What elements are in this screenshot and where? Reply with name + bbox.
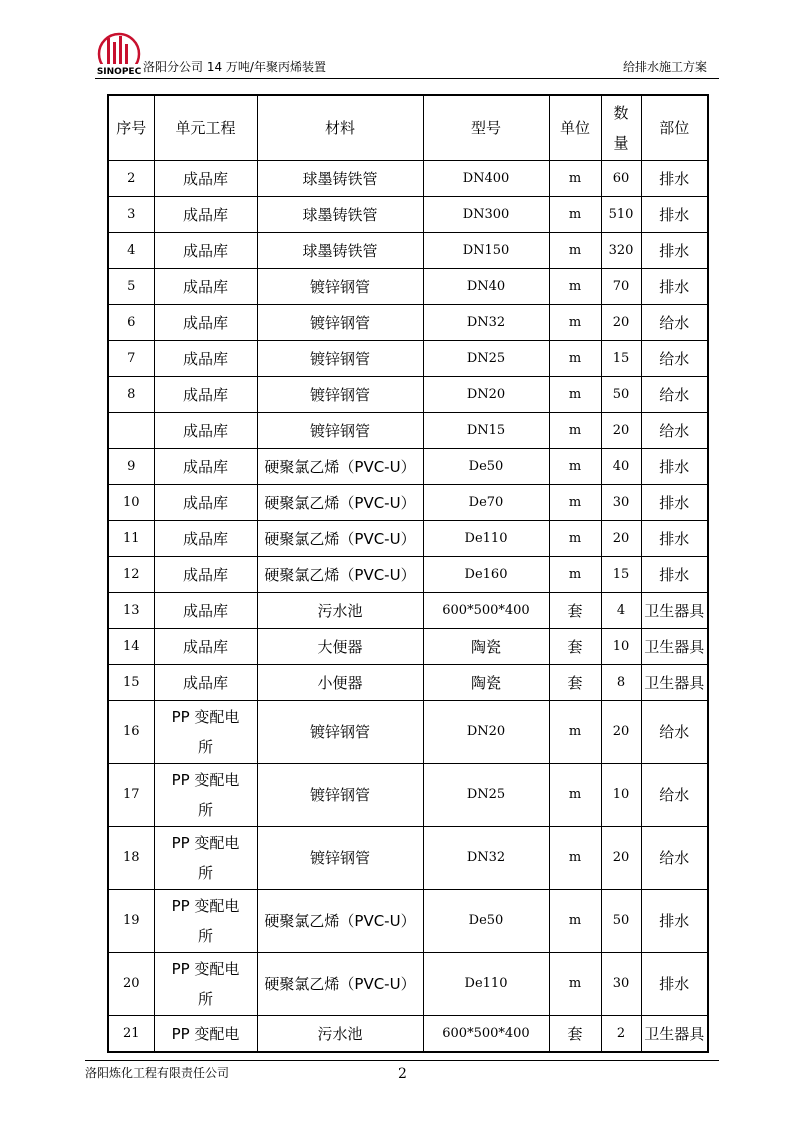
cell-unit-line2: 所: [197, 990, 213, 1008]
table-row: [108, 269, 708, 305]
cell-qty: 20: [601, 827, 641, 890]
cell-uom: m: [549, 701, 601, 764]
cell-unit: [154, 890, 257, 953]
cell-unit-line2: 所: [197, 801, 213, 819]
cell-no: 20: [108, 953, 154, 1016]
table-row: [108, 593, 708, 629]
cell-no: 13: [108, 593, 154, 629]
cell-uom: m: [549, 413, 601, 449]
cell-uom: m: [549, 557, 601, 593]
cell-no: [108, 413, 154, 449]
cell-model: DN15: [423, 413, 549, 449]
footer-rule: [85, 1060, 719, 1061]
col-header-qty-top: 数: [613, 104, 629, 122]
cell-no: 6: [108, 305, 154, 341]
table-header-row: [108, 95, 708, 161]
logo-text: SINOPEC: [96, 67, 142, 77]
cell-material: 球墨铸铁管: [257, 161, 423, 197]
table-row: [108, 449, 708, 485]
cell-qty: 30: [601, 953, 641, 1016]
table-row: [108, 953, 708, 1016]
cell-qty: 60: [601, 161, 641, 197]
cell-uom: m: [549, 890, 601, 953]
table-row: [108, 890, 708, 953]
cell-no: 18: [108, 827, 154, 890]
cell-model: DN25: [423, 341, 549, 377]
cell-unit-line2: 所: [197, 864, 213, 882]
table-row: [108, 413, 708, 449]
cell-no: 19: [108, 890, 154, 953]
cell-part: 排水: [641, 449, 708, 485]
table-row: [108, 701, 708, 764]
cell-unit: [154, 953, 257, 1016]
cell-part: 排水: [641, 161, 708, 197]
cell-no: 16: [108, 701, 154, 764]
cell-part: 给水: [641, 701, 708, 764]
cell-unit: 成品库: [154, 629, 257, 665]
table-row: [108, 629, 708, 665]
cell-model: 陶瓷: [423, 665, 549, 701]
cell-uom: m: [549, 953, 601, 1016]
table-row: [108, 197, 708, 233]
cell-model: De110: [423, 521, 549, 557]
cell-unit: 成品库: [154, 413, 257, 449]
cell-material: 硬聚氯乙烯（PVC-U）: [257, 890, 423, 953]
cell-model: DN40: [423, 269, 549, 305]
cell-no: 12: [108, 557, 154, 593]
cell-model: DN150: [423, 233, 549, 269]
cell-material: 大便器: [257, 629, 423, 665]
cell-uom: m: [549, 197, 601, 233]
cell-qty: 20: [601, 413, 641, 449]
cell-qty: 40: [601, 449, 641, 485]
cell-qty: 320: [601, 233, 641, 269]
cell-uom: 套: [549, 665, 601, 701]
cell-qty: 50: [601, 377, 641, 413]
cell-model: De110: [423, 953, 549, 1016]
cell-unit: 成品库: [154, 233, 257, 269]
cell-unit: 成品库: [154, 377, 257, 413]
cell-part: 给水: [641, 827, 708, 890]
cell-no: 9: [108, 449, 154, 485]
cell-no: 2: [108, 161, 154, 197]
cell-unit-line2: 所: [197, 738, 213, 756]
header-company: 洛阳分公司 14 万吨/年聚丙烯装置: [143, 60, 326, 74]
cell-unit: 成品库: [154, 449, 257, 485]
cell-unit: [154, 701, 257, 764]
cell-material: 小便器: [257, 665, 423, 701]
cell-qty: 10: [601, 629, 641, 665]
cell-model: De50: [423, 890, 549, 953]
cell-uom: m: [549, 521, 601, 557]
cell-qty: 30: [601, 485, 641, 521]
cell-no: 21: [108, 1016, 154, 1053]
col-header-no: 序号: [108, 95, 154, 161]
cell-part: 排水: [641, 485, 708, 521]
cell-material: 硬聚氯乙烯（PVC-U）: [257, 953, 423, 1016]
table-row: [108, 305, 708, 341]
cell-model: DN400: [423, 161, 549, 197]
cell-qty: 70: [601, 269, 641, 305]
cell-material: 污水池: [257, 1016, 423, 1053]
table-row: [108, 827, 708, 890]
cell-qty: 8: [601, 665, 641, 701]
cell-part: 给水: [641, 305, 708, 341]
table-row: [108, 1016, 708, 1053]
cell-qty: 50: [601, 890, 641, 953]
cell-qty: 15: [601, 557, 641, 593]
col-header-qty: [601, 95, 641, 161]
table-row: [108, 485, 708, 521]
cell-unit-line1: PP 变配电: [171, 771, 240, 789]
col-header-material: 材料: [257, 95, 423, 161]
cell-unit: 成品库: [154, 269, 257, 305]
cell-no: 3: [108, 197, 154, 233]
table-row: [108, 233, 708, 269]
cell-unit: 成品库: [154, 341, 257, 377]
cell-uom: m: [549, 485, 601, 521]
cell-part: 排水: [641, 890, 708, 953]
sinopec-logo-icon: [95, 30, 143, 78]
header-rule: [95, 78, 719, 79]
cell-uom: m: [549, 161, 601, 197]
cell-model: De50: [423, 449, 549, 485]
cell-part: 排水: [641, 953, 708, 1016]
cell-material: 镀锌钢管: [257, 701, 423, 764]
table-row: [108, 161, 708, 197]
footer-company: 洛阳炼化工程有限责任公司: [85, 1066, 230, 1080]
cell-part: 卫生器具: [641, 1016, 708, 1053]
cell-part: 排水: [641, 197, 708, 233]
cell-model: 600*500*400: [423, 1016, 549, 1053]
table-row: [108, 341, 708, 377]
cell-material: 球墨铸铁管: [257, 197, 423, 233]
cell-material: 镀锌钢管: [257, 305, 423, 341]
cell-part: 卫生器具: [641, 665, 708, 701]
cell-unit: PP 变配电: [154, 1016, 257, 1053]
table-row: [108, 764, 708, 827]
cell-unit: 成品库: [154, 197, 257, 233]
cell-qty: 20: [601, 701, 641, 764]
cell-uom: m: [549, 233, 601, 269]
cell-no: 7: [108, 341, 154, 377]
cell-unit: 成品库: [154, 593, 257, 629]
cell-no: 15: [108, 665, 154, 701]
cell-model: DN32: [423, 305, 549, 341]
cell-material: 硬聚氯乙烯（PVC-U）: [257, 557, 423, 593]
cell-material: 镀锌钢管: [257, 269, 423, 305]
cell-part: 排水: [641, 269, 708, 305]
cell-model: DN25: [423, 764, 549, 827]
cell-model: 陶瓷: [423, 629, 549, 665]
cell-uom: m: [549, 341, 601, 377]
table-row: [108, 521, 708, 557]
cell-material: 镀锌钢管: [257, 413, 423, 449]
cell-no: 11: [108, 521, 154, 557]
cell-no: 14: [108, 629, 154, 665]
cell-uom: m: [549, 377, 601, 413]
cell-unit-line2: 所: [197, 927, 213, 945]
col-header-uom: 单位: [549, 95, 601, 161]
cell-part: 给水: [641, 413, 708, 449]
cell-unit: 成品库: [154, 305, 257, 341]
cell-part: 给水: [641, 377, 708, 413]
cell-part: 排水: [641, 521, 708, 557]
cell-no: 17: [108, 764, 154, 827]
cell-uom: m: [549, 449, 601, 485]
cell-model: DN300: [423, 197, 549, 233]
materials-table: [107, 94, 709, 1053]
cell-material: 硬聚氯乙烯（PVC-U）: [257, 485, 423, 521]
cell-model: DN20: [423, 701, 549, 764]
cell-unit-line1: PP 变配电: [171, 897, 240, 915]
cell-part: 给水: [641, 341, 708, 377]
cell-uom: 套: [549, 1016, 601, 1053]
cell-material: 镀锌钢管: [257, 827, 423, 890]
cell-material: 球墨铸铁管: [257, 233, 423, 269]
cell-material: 污水池: [257, 593, 423, 629]
cell-unit: 成品库: [154, 521, 257, 557]
header-doc-title: 给排水施工方案: [622, 60, 707, 74]
page-header: [95, 28, 719, 80]
cell-no: 4: [108, 233, 154, 269]
cell-part: 卫生器具: [641, 629, 708, 665]
table-row: [108, 557, 708, 593]
cell-unit: 成品库: [154, 485, 257, 521]
cell-model: De70: [423, 485, 549, 521]
cell-unit: [154, 764, 257, 827]
cell-qty: 10: [601, 764, 641, 827]
cell-unit-line1: PP 变配电: [171, 708, 240, 726]
cell-uom: m: [549, 827, 601, 890]
cell-qty: 510: [601, 197, 641, 233]
cell-model: DN20: [423, 377, 549, 413]
col-header-qty-bottom: 量: [613, 134, 629, 152]
table-row: [108, 665, 708, 701]
cell-uom: m: [549, 764, 601, 827]
cell-qty: 4: [601, 593, 641, 629]
page-number: 2: [398, 1066, 407, 1082]
col-header-model: 型号: [423, 95, 549, 161]
cell-qty: 2: [601, 1016, 641, 1053]
cell-part: 排水: [641, 233, 708, 269]
col-header-unit: 单元工程: [154, 95, 257, 161]
cell-model: De160: [423, 557, 549, 593]
cell-unit-line1: PP 变配电: [171, 834, 240, 852]
cell-unit-line1: PP 变配电: [171, 960, 240, 978]
cell-unit: [154, 827, 257, 890]
cell-part: 排水: [641, 557, 708, 593]
cell-no: 8: [108, 377, 154, 413]
cell-no: 10: [108, 485, 154, 521]
cell-material: 镀锌钢管: [257, 764, 423, 827]
cell-unit: 成品库: [154, 557, 257, 593]
cell-material: 硬聚氯乙烯（PVC-U）: [257, 521, 423, 557]
table-row: [108, 377, 708, 413]
cell-qty: 20: [601, 305, 641, 341]
cell-qty: 15: [601, 341, 641, 377]
cell-qty: 20: [601, 521, 641, 557]
cell-unit: 成品库: [154, 665, 257, 701]
cell-uom: 套: [549, 593, 601, 629]
col-header-part: 部位: [641, 95, 708, 161]
cell-part: 给水: [641, 764, 708, 827]
cell-material: 硬聚氯乙烯（PVC-U）: [257, 449, 423, 485]
cell-model: DN32: [423, 827, 549, 890]
cell-model: 600*500*400: [423, 593, 549, 629]
cell-no: 5: [108, 269, 154, 305]
cell-part: 卫生器具: [641, 593, 708, 629]
cell-material: 镀锌钢管: [257, 377, 423, 413]
cell-unit: 成品库: [154, 161, 257, 197]
cell-material: 镀锌钢管: [257, 341, 423, 377]
cell-uom: 套: [549, 629, 601, 665]
cell-uom: m: [549, 305, 601, 341]
cell-uom: m: [549, 269, 601, 305]
